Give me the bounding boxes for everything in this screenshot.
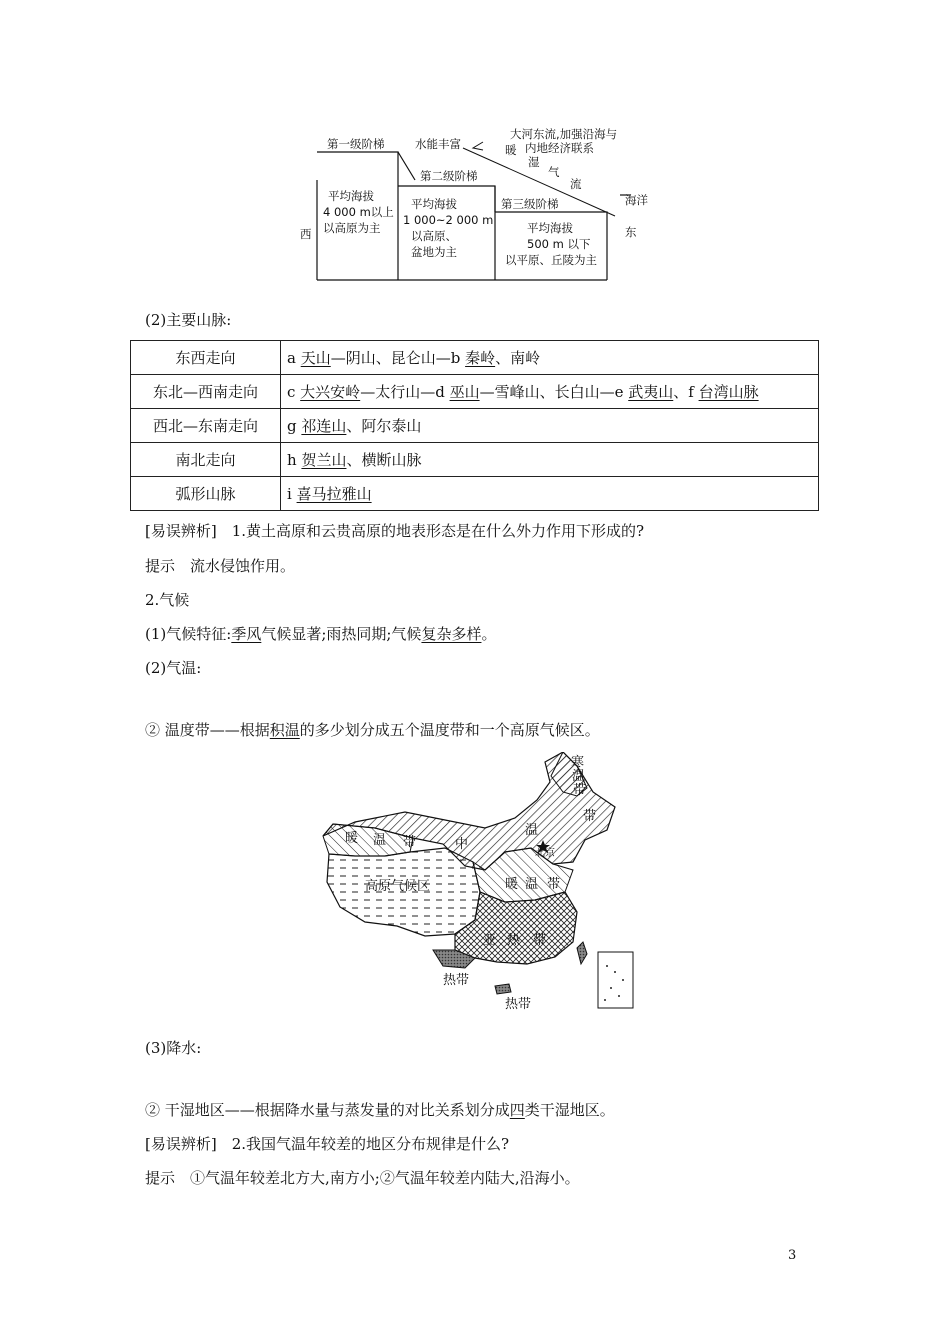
climate-feature: [145, 624, 496, 644]
warm-temperate-west-char-1: 暖: [345, 831, 359, 846]
underlined-answer: 巫山: [449, 382, 480, 401]
text-fragment: 类干湿地区。: [524, 1101, 615, 1119]
underlined-answer: 台湾山脉: [698, 382, 759, 401]
water-power-label: 水能丰富: [415, 137, 461, 151]
warm-temperate-east-char-2: 温: [525, 877, 539, 892]
ocean-label: 海洋: [625, 193, 648, 207]
cold-temperate-char-2: 温: [572, 769, 586, 784]
warm-flow-char-2: 湿: [528, 155, 540, 169]
warm-temperate-west-char-2: 温: [373, 833, 387, 848]
table-row: [131, 409, 819, 443]
west-label: 西: [300, 227, 312, 241]
text-fragment: g: [287, 416, 302, 435]
step3-label: 第三级阶梯: [501, 197, 559, 211]
mountains-cell: [281, 341, 819, 375]
text-fragment: —雪峰山、长白山—e: [479, 382, 629, 401]
temperature-heading: (2)气温:: [145, 659, 202, 677]
question-1: [易误辨析] 1.黄土高原和云贵高原的地表形态是在什么外力作用下形成的?: [145, 522, 645, 540]
subtropical-char-1: 亚: [483, 933, 497, 948]
cold-temperate-char-3: 带: [573, 783, 587, 798]
table-row: [131, 341, 819, 375]
text-fragment: i: [287, 484, 297, 503]
step1-desc-1: 平均海拔: [328, 189, 374, 203]
mid-temperate-char-1: 中: [455, 837, 469, 852]
underlined-answer: 复杂多样: [421, 625, 482, 643]
answer-2: 提示 ①气温年较差北方大,南方小;②气温年较差内陆大,沿海小。: [145, 1169, 580, 1187]
underlined-answer: 武夷山: [628, 382, 674, 401]
text-fragment: 。: [481, 625, 497, 643]
underlined-answer: 秦岭: [465, 348, 496, 367]
mountains-cell: [281, 375, 819, 409]
mid-temperate-char-3: 带: [583, 809, 597, 824]
underlined-answer: 积温: [269, 721, 300, 739]
table-row: [131, 375, 819, 409]
step2-label: 第二级阶梯: [420, 169, 478, 183]
direction-cell: 东西走向: [131, 341, 281, 375]
temperature-zone-map: [315, 752, 640, 1017]
text-fragment: c: [287, 382, 301, 401]
terrain-steps-diagram: [295, 120, 665, 285]
text-fragment: h: [287, 450, 302, 469]
underlined-answer: 祁连山: [301, 416, 347, 435]
temperature-zone-text: [145, 720, 600, 740]
east-label: 东: [625, 225, 637, 239]
direction-cell: 东北—西南走向: [131, 375, 281, 409]
underlined-answer: 大兴安岭: [300, 382, 361, 401]
step2-desc-1: 平均海拔: [411, 197, 457, 211]
mountains-cell: [281, 443, 819, 477]
warm-flow-char-1: 暖: [505, 143, 517, 157]
mid-temperate-char-2: 温: [525, 823, 539, 838]
step1-desc-2: 4 000 m以上: [323, 205, 394, 219]
warm-temperate-east-char-3: 带: [547, 877, 561, 892]
text-fragment: 、南岭: [495, 348, 541, 367]
tropical-label-1: 热带: [443, 973, 470, 988]
question-2: [易误辨析] 2.我国气温年较差的地区分布规律是什么?: [145, 1135, 510, 1153]
text-fragment: —阴山、昆仑山—b: [330, 348, 466, 367]
table-row: [131, 443, 819, 477]
dry-wet-text: [145, 1100, 615, 1120]
warm-temperate-east-char-1: 暖: [505, 877, 519, 892]
river-note-2: 内地经济联系: [525, 141, 594, 155]
direction-cell: 西北—东南走向: [131, 409, 281, 443]
underlined-answer: 喜马拉雅山: [296, 484, 372, 503]
subtropical-char-2: 热: [507, 933, 521, 948]
direction-cell: 弧形山脉: [131, 477, 281, 511]
cold-temperate-char-1: 寒: [571, 755, 585, 770]
text-fragment: 、阿尔泰山: [346, 416, 422, 435]
warm-flow-char-3: 气: [548, 165, 560, 179]
step2-desc-2: 1 000~2 000 m: [403, 213, 494, 227]
step1-desc-3: 以高原为主: [323, 221, 381, 235]
warm-flow-char-4: 流: [570, 177, 582, 191]
subtropical-char-3: 带: [533, 933, 547, 948]
step3-desc-2: 500 m 以下: [527, 237, 591, 251]
step2-desc-4: 盆地为主: [411, 245, 457, 259]
precipitation-heading: (3)降水:: [145, 1039, 202, 1057]
underlined-answer: 贺兰山: [301, 450, 347, 469]
text-fragment: 、横断山脉: [346, 450, 422, 469]
river-note-1: 大河东流,加强沿海与: [510, 127, 618, 141]
table-row: [131, 477, 819, 511]
text-fragment: —太行山—d: [360, 382, 450, 401]
climate-heading: 2.气候: [145, 591, 190, 609]
text-fragment: ② 温度带——根据: [145, 721, 270, 739]
mountains-table: [130, 340, 819, 511]
step3-desc-3: 以平原、丘陵为主: [505, 253, 597, 267]
page-number: 3: [788, 1248, 797, 1263]
step2-desc-3: 以高原、: [411, 229, 457, 243]
tropical-label-2: 热带: [505, 997, 532, 1012]
text-fragment: a: [287, 348, 301, 367]
text-fragment: 气候显著;雨热同期;气候: [261, 625, 422, 643]
mountains-cell: [281, 409, 819, 443]
text-fragment: 的多少划分成五个温度带和一个高原气候区。: [299, 721, 600, 739]
mountains-cell: [281, 477, 819, 511]
warm-temperate-west-char-3: 带: [403, 835, 417, 850]
direction-cell: 南北走向: [131, 443, 281, 477]
text-fragment: ② 干湿地区——根据降水量与蒸发量的对比关系划分成: [145, 1101, 510, 1119]
plateau-label: 高原气候区: [365, 879, 431, 894]
text-fragment: (1)气候特征:: [145, 625, 232, 643]
beijing-label: 北京: [535, 848, 555, 859]
answer-1: 提示 流水侵蚀作用。: [145, 557, 296, 575]
underlined-answer: 天山: [300, 348, 331, 367]
text-fragment: 、f: [673, 382, 699, 401]
step1-label: 第一级阶梯: [327, 137, 385, 151]
mountains-heading: (2)主要山脉:: [145, 311, 232, 329]
step3-desc-1: 平均海拔: [527, 221, 573, 235]
underlined-answer: 季风: [231, 625, 262, 643]
underlined-answer: 四: [509, 1101, 525, 1119]
